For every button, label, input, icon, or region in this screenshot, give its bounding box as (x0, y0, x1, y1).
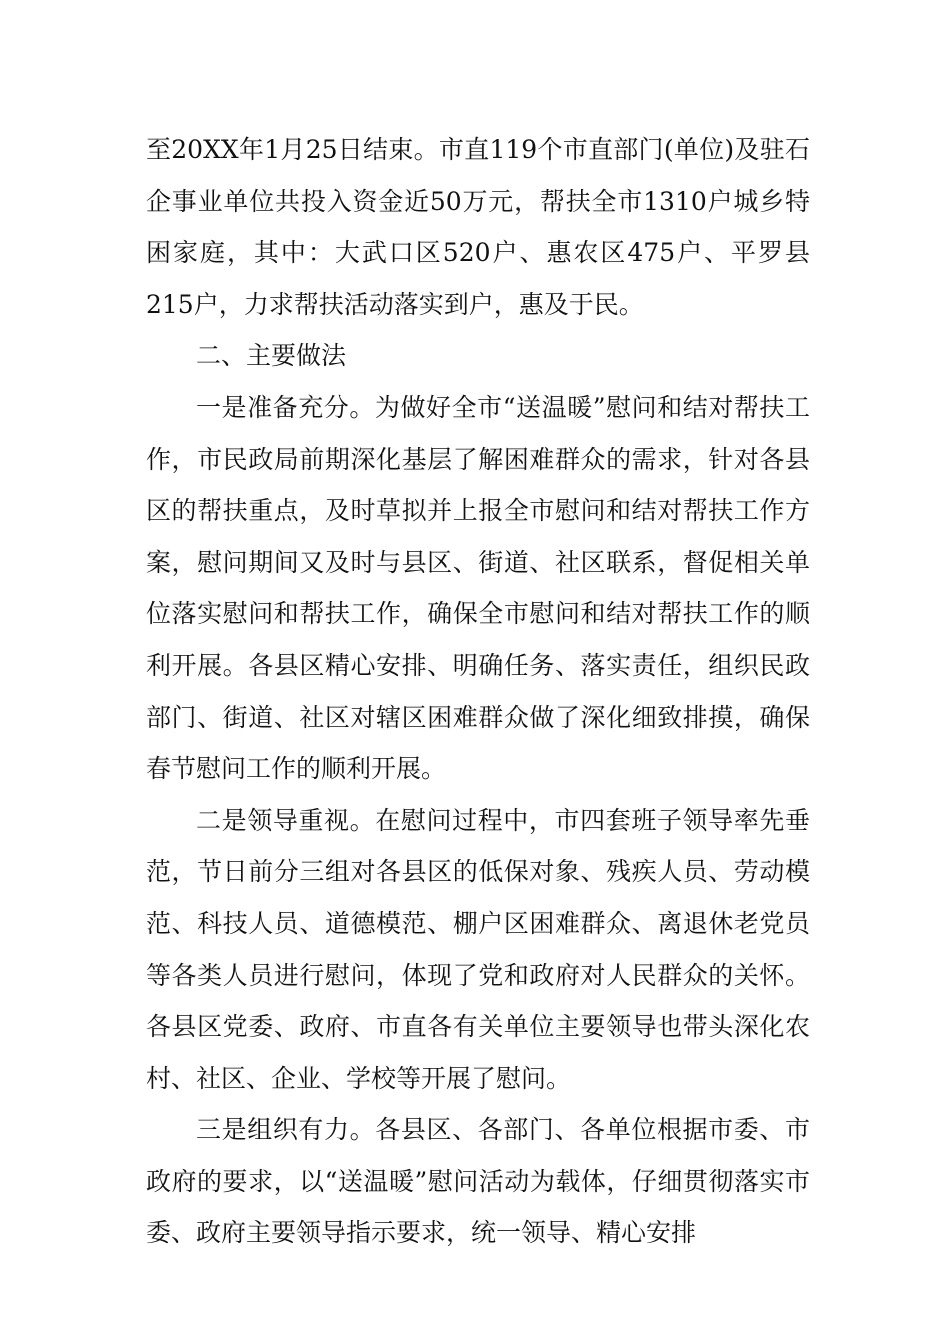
section-heading: 二、主要做法 (196, 341, 347, 371)
paragraph-organization: 三是组织有力。各县区、各部门、各单位根据市委、市政府的要求，以“送温暖”慰问活动为载体，仔细贯彻落实市委、政府主要领导指示要求，统一领导、精心安排 (146, 1115, 810, 1248)
document-body (146, 124, 810, 1259)
paragraph-continuation: 至20XX年1月25日结束。市直119个市直部门(单位)及驻石企事业单位共投入资金近50万元，帮扶全市1310户城乡特困家庭，其中：大武口区520户、惠农区475户、平罗县215户，力求帮扶活动落实到户，惠及于民。 (146, 135, 810, 319)
paragraph-preparation: 一是准备充分。为做好全市“送温暖”慰问和结对帮扶工作，市民政局前期深化基层了解困难群众的需求，针对各县区的帮扶重点，及时草拟并上报全市慰问和结对帮扶工作方案，慰问期间又及时与县区、街道、社区联系，督促相关单位落实慰问和帮扶工作，确保全市慰问和结对帮扶工作的顺利开展。各县区精心安排、明确任务、落实责任，组织民政部门、街道、社区对辖区困难群众做了深化细致排摸，确保春节慰问工作的顺利开展。 (146, 392, 810, 784)
paragraph-leadership: 二是领导重视。在慰问过程中，市四套班子领导率先垂范，节日前分三组对各县区的低保对象、残疾人员、劳动模范、科技人员、道德模范、棚户区困难群众、离退休老党员等各类人员进行慰问，体现了党和政府对人民群众的关怀。各县区党委、政府、市直各有关单位主要领导也带头深化农村、社区、企业、学校等开展了慰问。 (146, 805, 810, 1093)
